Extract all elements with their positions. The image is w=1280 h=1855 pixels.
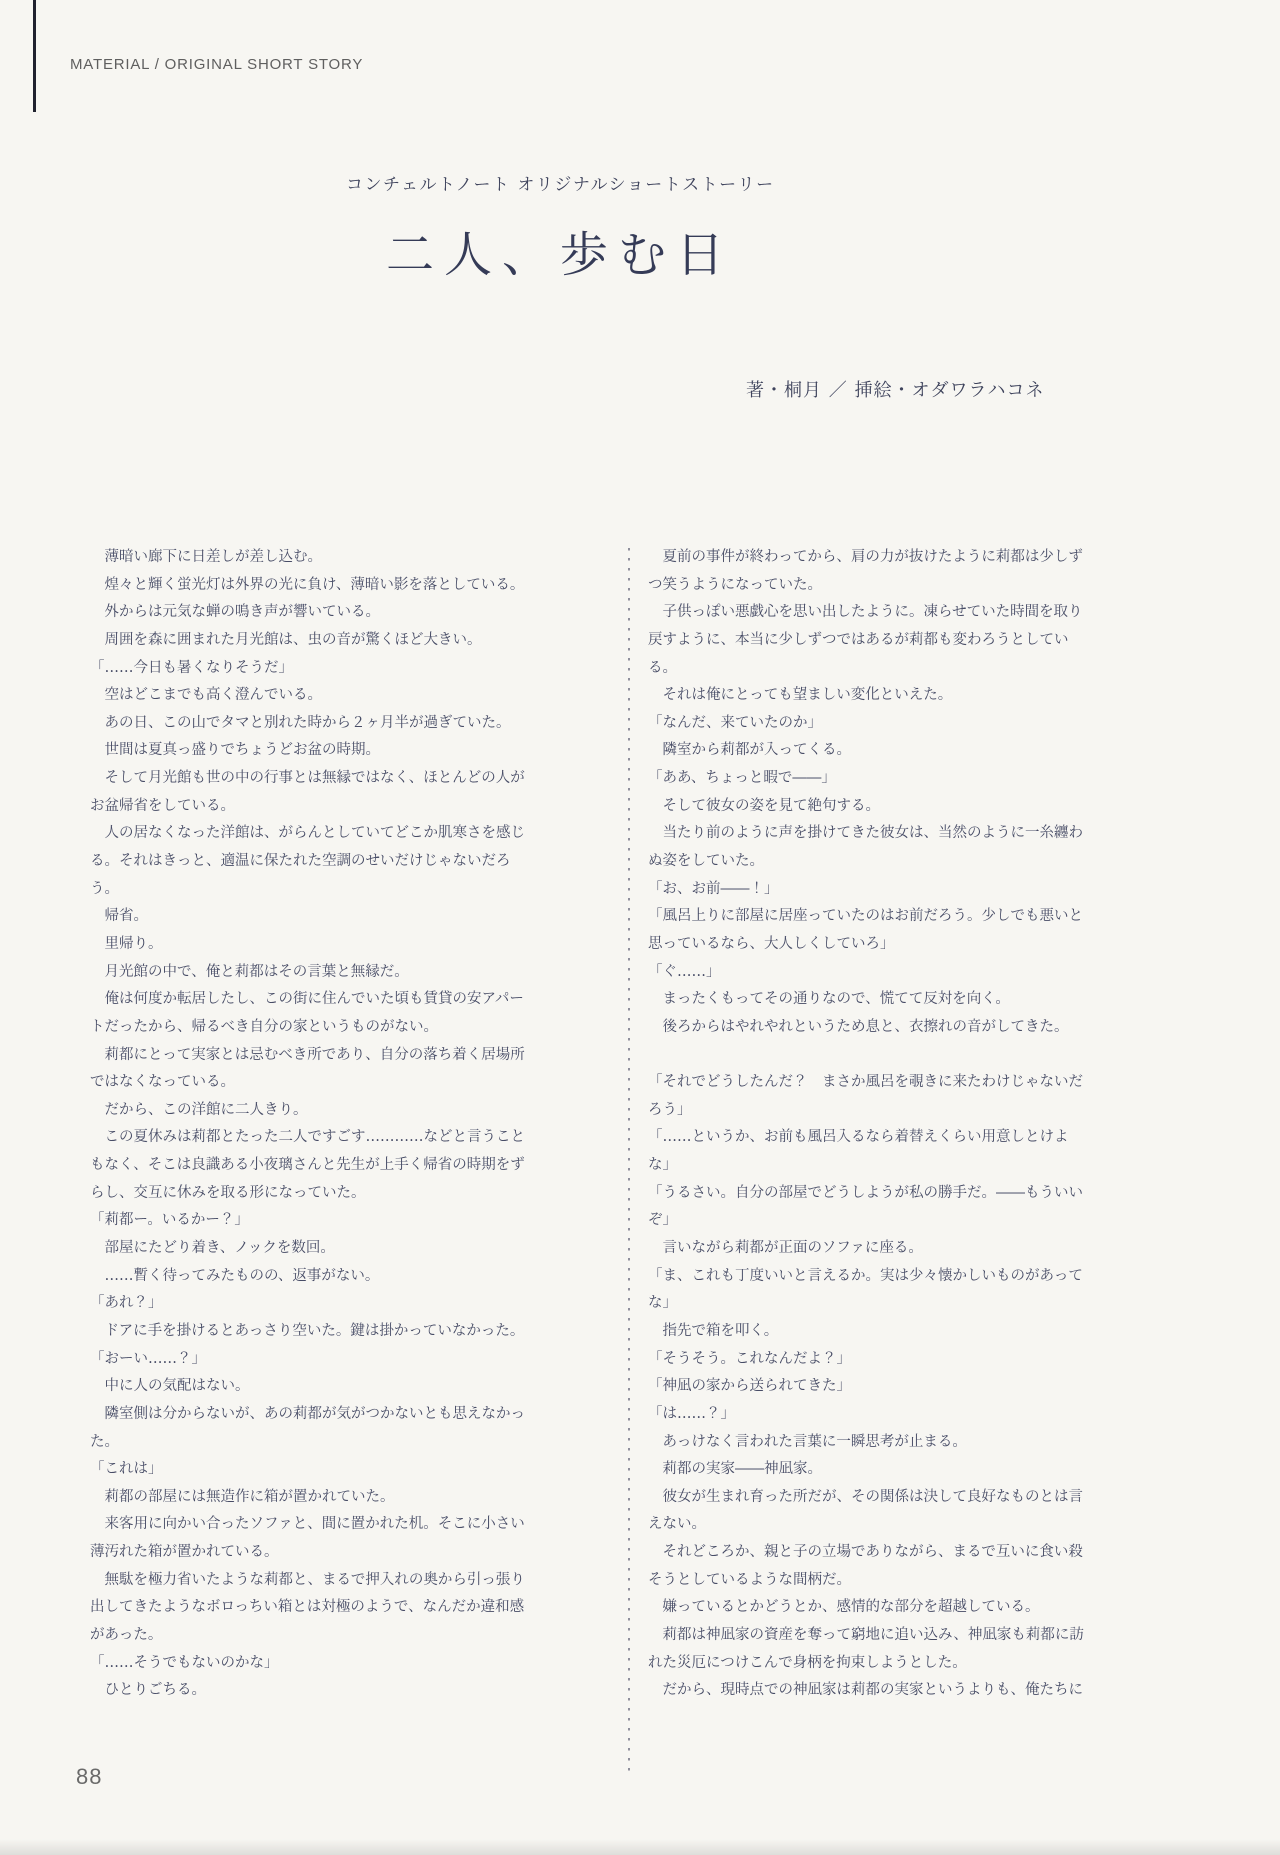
story-text-line: 「……そうでもないのかな」 [90, 1654, 279, 1671]
corner-rule-line [33, 0, 36, 112]
story-text-line: 出してきたようなボロっちい箱とは対極のようで、なんだか違和感 [90, 1599, 525, 1616]
story-text-line: 「あれ？」 [90, 1295, 163, 1312]
story-text-line: つ笑うようになっていた。 [648, 576, 822, 593]
story-text-line: あっけなく言われた言葉に一瞬思考が止まる。 [648, 1433, 967, 1450]
story-text-line: ぞ」 [648, 1212, 677, 1229]
story-text-line: 隣室側は分からないが、あの莉都が気がつかないとも思えなかっ [90, 1405, 525, 1422]
story-text-line: 世間は夏真っ盛りでちょうどお盆の時期。 [90, 742, 380, 759]
story-text-line: 里帰り。 [90, 935, 163, 952]
story-text-line: 「それでどうしたんだ？ まさか風呂を覗きに来たわけじゃないだ [648, 1074, 1083, 1091]
story-text-line: 莉都の部屋には無造作に箱が置かれていた。 [90, 1488, 395, 1505]
story-text-line: 思っているなら、大人しくしていろ」 [648, 935, 895, 952]
story-text-line: 当たり前のように声を掛けてきた彼女は、当然のように一糸纏わ [648, 825, 1083, 842]
story-text-line: ぬ姿をしていた。 [648, 853, 764, 870]
story-text-line: 「ぐ……」 [648, 963, 721, 980]
story-text-line: ろう」 [648, 1101, 692, 1118]
story-text-line: あの日、この山でタマと別れた時から２ヶ月半が過ぎていた。 [90, 714, 511, 731]
story-text-line: 「そうそう。これなんだよ？」 [648, 1350, 851, 1367]
story-text-line: 「うるさい。自分の部屋でどうしようが私の勝手だ。――もういい [648, 1184, 1083, 1201]
story-text-line: 薄汚れた箱が置かれている。 [90, 1544, 279, 1561]
story-text-line: 「ま、これも丁度いいと言えるか。実は少々懐かしいものがあって [648, 1267, 1083, 1284]
story-text-line: 彼女が生まれ育った所だが、その関係は決して良好なものとは言 [648, 1488, 1083, 1505]
story-title: 二人、歩む日 [386, 227, 735, 283]
story-text-line: 空はどこまでも高く澄んでいる。 [90, 687, 322, 704]
story-text-line: それどころか、親と子の立場でありながら、まるで互いに食い殺 [648, 1544, 1083, 1561]
story-text-line: 中に人の気配はない。 [90, 1378, 250, 1395]
story-text-line: ……暫く待ってみたものの、返事がない。 [90, 1267, 380, 1284]
author-credits: 著・桐月 ／ 挿絵・オダワラハコネ [746, 380, 1045, 401]
story-text-line: ではなくなっている。 [90, 1074, 235, 1091]
story-text-line: それは俺にとっても望ましい変化といえた。 [648, 687, 953, 704]
story-text-line: 夏前の事件が終わってから、肩の力が抜けたように莉都は少しず [648, 549, 1083, 565]
story-text-line: 「神凪の家から送られてきた」 [648, 1378, 851, 1395]
story-text-line: 「お、お前――！」 [648, 880, 779, 897]
story-text-line: えない。 [648, 1516, 706, 1533]
story-text-line [648, 1042, 1096, 1070]
story-text-line: 月光館の中で、俺と莉都はその言葉と無縁だ。 [90, 963, 409, 980]
story-text-line: 煌々と輝く蛍光灯は外界の光に負け、薄暗い影を落としている。 [90, 576, 525, 593]
story-text-line: 周囲を森に囲まれた月光館は、虫の音が驚くほど大きい。 [90, 631, 482, 648]
story-text-line: 莉都は神凪家の資産を奪って窮地に追い込み、神凪家も莉都に訪 [648, 1626, 1084, 1643]
story-left-column [90, 544, 538, 1705]
page-number: 88 [76, 1764, 103, 1789]
story-text-line: ひとりごちる。 [90, 1682, 206, 1699]
story-text-line: まったくもってその通りなので、慌てて反対を向く。 [648, 991, 1010, 1008]
story-text-line: そうとしているような間柄だ。 [648, 1571, 851, 1588]
story-text-line: この夏休みは莉都とたった二人ですごす…………などと言うこと [90, 1129, 525, 1146]
story-text-line: があった。 [90, 1626, 163, 1643]
story-text-line: 来客用に向かい合ったソファと、間に置かれた机。そこに小さい [90, 1516, 525, 1533]
story-text-line: る。 [648, 659, 677, 676]
story-text-line: 「ああ、ちょっと暇で――」 [648, 770, 836, 787]
story-text-line: 「これは」 [90, 1461, 163, 1478]
story-text-line: 嫌っているとかどうとか、感情的な部分を超越している。 [648, 1599, 1040, 1616]
story-text-line: 部屋にたどり着き、ノックを数回。 [90, 1240, 335, 1257]
story-text-line: 莉都の実家――神凪家。 [648, 1461, 822, 1478]
story-text-line: う。 [90, 880, 119, 897]
page-header: MATERIAL / ORIGINAL SHORT STORY [70, 56, 364, 73]
story-text-line: 「……というか、お前も風呂入るなら着替えくらい用意しとけよ [648, 1129, 1069, 1146]
story-subtitle: コンチェルトノート オリジナルショートストーリー [346, 175, 775, 195]
story-text-line: 「風呂上りに部屋に居座っていたのはお前だろう。少しでも悪いと [648, 908, 1083, 925]
story-text-line: トだったから、帰るべき自分の家というものがない。 [90, 1018, 438, 1035]
story-text-line: 「なんだ、来ていたのか」 [648, 714, 822, 731]
story-text-line: 無駄を極力省いたような莉都と、まるで押入れの奥から引っ張り [90, 1571, 525, 1588]
story-text-line: 俺は何度か転居したし、この街に住んでいた頃も賃貸の安アパー [90, 991, 524, 1008]
story-text-line: 後ろからはやれやれというため息と、衣擦れの音がしてきた。 [648, 1018, 1069, 1035]
story-text-line: れた災厄につけこんで身柄を拘束しようとした。 [648, 1654, 967, 1671]
story-text-line: もなく、そこは良識ある小夜璃さんと先生が上手く帰省の時期をず [90, 1157, 525, 1174]
story-text-line: だから、現時点での神凪家は莉都の実家というよりも、俺たちに [648, 1682, 1083, 1699]
story-text-line: 「おーい……？」 [90, 1350, 206, 1367]
story-text-line: お盆帰省をしている。 [90, 797, 235, 814]
story-text-line: 帰省。 [90, 908, 148, 925]
story-right-column [648, 544, 1096, 1705]
story-text-line: 隣室から莉都が入ってくる。 [648, 742, 851, 759]
story-text-line: た。 [90, 1433, 119, 1450]
story-text-line: 薄暗い廊下に日差しが差し込む。 [90, 549, 322, 565]
story-text-line: 子供っぽい悪戯心を思い出したように。凍らせていた時間を取り [648, 604, 1083, 621]
story-text-line: 人の居なくなった洋館は、がらんとしていてどこか肌寒さを感じ [90, 825, 525, 842]
story-text-line: な」 [648, 1157, 677, 1174]
story-text-line: 言いながら莉都が正面のソファに座る。 [648, 1240, 923, 1257]
story-text-line: だから、この洋館に二人きり。 [90, 1101, 308, 1118]
story-text-line: 指先で箱を叩く。 [648, 1322, 779, 1339]
story-text-line: な」 [648, 1295, 677, 1312]
story-text-line: 莉都にとって実家とは忌むべき所であり、自分の落ち着く居場所 [90, 1046, 525, 1063]
story-text-line: 「……今日も暑くなりそうだ」 [90, 659, 293, 676]
story-text-line: そして月光館も世の中の行事とは無縁ではなく、ほとんどの人が [90, 770, 525, 787]
story-text-line: 「莉都ー。いるかー？」 [90, 1212, 249, 1229]
story-text-line: 戻すように、本当に少しずつではあるが莉都も変わろうとしてい [648, 631, 1069, 648]
story-text-line: らし、交互に休みを取る形になっていた。 [90, 1184, 366, 1201]
story-text-line: 外からは元気な蝉の鳴き声が響いている。 [90, 604, 380, 621]
story-text-line: ドアに手を掛けるとあっさり空いた。鍵は掛かっていなかった。 [90, 1322, 525, 1339]
story-text-line: 「は……？」 [648, 1405, 735, 1422]
story-text-line: る。それはきっと、適温に保たれた空調のせいだけじゃないだろ [90, 853, 511, 870]
column-divider-dotted-line [628, 548, 630, 1776]
story-text-line: そして彼女の姿を見て絶句する。 [648, 797, 880, 814]
